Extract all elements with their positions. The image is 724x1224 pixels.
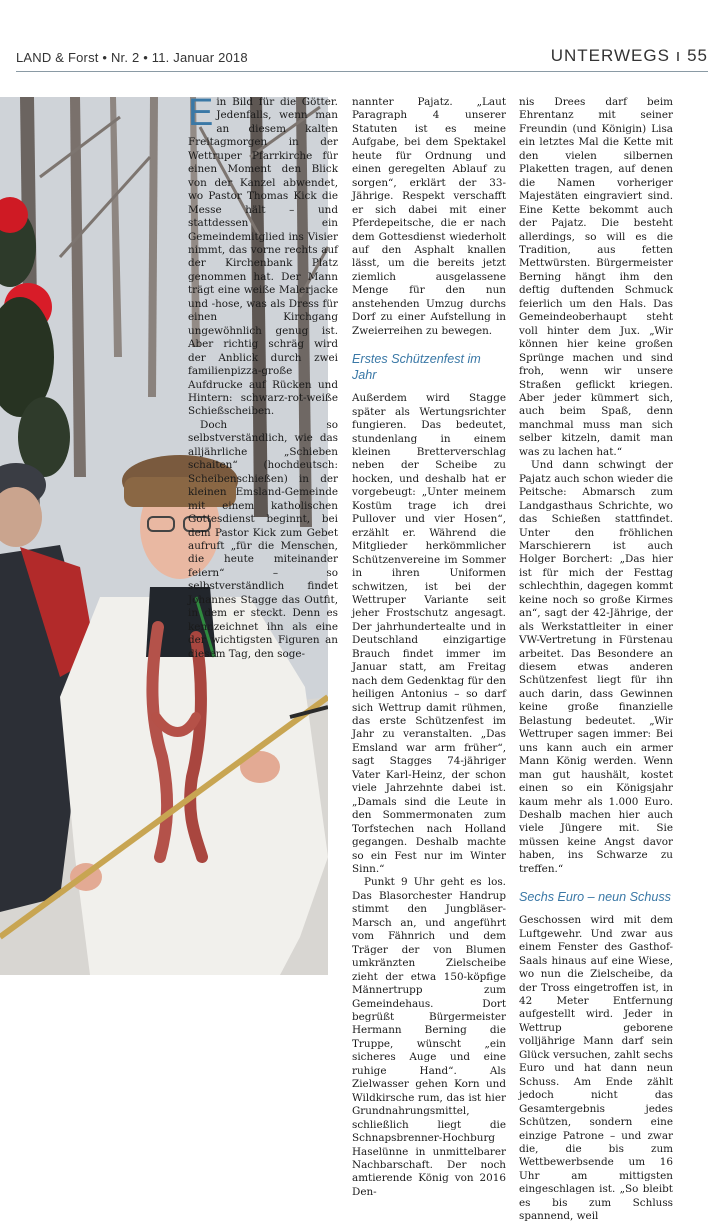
subheading: Erstes Schützenfest im Jahr <box>352 352 481 383</box>
paragraph: Und dann schwingt der Pajatz auch schon wieder die Peitsche: Abmarsch zum Landgasthaus Schrichte, wo das Schießen stattfindet. Unter den fröhlichen Marschierern ist auch Holger Borchert: „Das hier ist für mich der Festtag schlechthin, dagegen kommt keine noch so große Kirmes an“, sagt der 42-Jährige, der als Werkstattleiter in einer VW-Vertretung in Fürstenau arbeitet. Das Besondere an diesem etwas anderen Schützenfest liegt für ihn auch darin, dass Gewinnen keine große finanzielle Belastung bedeutet. „Wir Wettruper sagen immer: Bei uns kann auch ein armer Mann König werden. Wenn man gut haushält, kostet einen so ein Königsjahr kaum mehr als 1.000 Euro. Deshalb machen hier auch viele Jüngere mit. Sie müssen keine Angst davor haben, ins Schwarze zu treffen.“ <box>519 459 673 875</box>
paragraph: Doch so selbstverständlich, wie das alljährliche „Schieben schaiten“ (hochdeutsch: Scheibenschießen) in der kleinen Emsland-Gemeinde mit einem katholischen Gottesdienst beginnt, bei dem Pastor Kick zum Gebet aufruft „für die Menschen, die heute miteinander feiern“ – so selbstverständlich findet Johannes Stagge das Outfit, in dem er steckt. Denn es kennzeichnet ihn als eine der wichtigsten Figuren an diesem Tag, den soge- <box>188 418 338 660</box>
article-column-3 <box>519 96 673 1224</box>
paragraph: Punkt 9 Uhr geht es los. Das Blasorchester Handrup stimmt den Jungbläser-Marsch an, und angeführt vom Fähnrich und dem Träger der von Blumen umkränzten Zielscheibe zieht der etwa 150-köpfige Männertrupp zum Gemeindehaus. Dort begrüßt Bürgermeister Hermann Berning die Truppe, wünscht „ein sicheres Auge und eine ruhige Hand“. Als Zielwasser gehen Korn und Wildkirsche rum, das ist hier Grundnahrungsmittel, schließlich liegt die Schnapsbrenner-Hochburg Haselünne in unmittelbarer Nachbarschaft. Der noch amtierende König von 2016 Den- <box>352 876 506 1198</box>
drop-cap: E <box>188 92 214 134</box>
paragraph: Außerdem wird Stagge später als Wertungsrichter fungieren. Das bedeutet, stundenlang in einem kleinen Bretterverschlag neben der Scheibe zu hocken, und deshalb hat er vorgebeugt: „Unter meinem Kostüm trage ich drei Pullover und vier Hosen“, erzählt er. Während die Mitglieder herkömmlicher Schützenvereine im Sommer in ihren Uniformen schwitzen, ist bei der Wettruper Variante seit jeher Frostschutz angesagt. Der jahrhundertealte und in Deutschland einzigartige Brauch findet immer im Januar statt, am Freitag nach dem Gedenktag für den heiligen Antonius – so darf sich Wettrup damit rühmen, das erste Schützenfest im Jahr zu veranstalten. „Das Emsland war arm früher“, sagt Stagges 74-jähriger Vater Karl-Heinz, der schon viele Jahrzehnte dabei ist. „Damals sind die Leute in den Sommermonaten zum Torfstechen nach Holland gegangen. Deshalb machte so ein Fest nur im Winter Sinn.“ <box>352 392 506 876</box>
section-page-number: UNTERWEGS ı 55 <box>550 46 708 65</box>
article-column-2 <box>352 96 506 1199</box>
subheading: Sechs Euro – neun Schuss <box>519 890 671 905</box>
page-header <box>16 46 708 72</box>
header-divider <box>16 71 708 72</box>
intro-paragraph: in Bild für die Götter. Jedenfalls, wenn man an diesem kalten Freitagmorgen in der Wettruper Pfarrkirche für einen Moment den Blick von der Kanzel abwendet, wo Pastor Thomas Kick die Messe hält – und stattdessen ein Gemeindemitglied ins Visier nimmt, das vorne rechts auf der Kirchenbank Platz genommen hat. Der Mann trägt eine weiße Malerjacke und -hose, was als Dress für einen Kirchgang ungewöhnlich genug ist. Aber richtig schräg wird der Anblick durch zwei familienpizza-große Aufdrucke auf Rücken und Hintern: schwarz-rot-weiße Schießscheiben. <box>188 96 338 418</box>
article-column-1 <box>188 92 338 661</box>
magazine-issue-info: LAND & Forst • Nr. 2 • 11. Januar 2018 <box>16 50 248 65</box>
paragraph: nis Drees darf beim Ehrentanz mit seiner Freundin (und Königin) Lisa ein letztes Mal die Kette mit den vielen silbernen Plaketten tragen, auf denen die Namen vorheriger Majestäten eingraviert sind. Eine Kette bekommt auch der Pajatz. Die besteht allerdings, so will es die Tradition, aus fetten Mettwürsten. Bürgermeister Berning hängt ihm den deftig duftenden Schmuck feierlich um den Hals. Das Gemeindeoberhaupt steht voll hinter dem Jux. „Wir können hier keine großen Sprünge machen und sind froh, wenn wir unsere Straßen geflickt kriegen. Aber jeder kümmert sich, auch beim Spaß, denn manchmal muss man sich selber kitzeln, damit man was zu lachen hat.“ <box>519 96 673 458</box>
paragraph: nannter Pajatz. „Laut Paragraph 4 unserer Statuten ist es meine Aufgabe, bei dem Spektakel heute für Ordnung und einen geregelten Ablauf zu sorgen“, erklärt der 33-Jährige. Respekt verschafft er sich dabei mit einer Pferdepeitsche, die er nach dem Gottesdienst wiederholt auf den Asphalt knallen lässt, um die bereits jetzt ziemlich ausgelassene Menge für den nun anstehenden Umzug durchs Dorf zu einer Aufstellung in Zweierreihen zu bewegen. <box>352 96 506 337</box>
paragraph: Geschossen wird mit dem Luftgewehr. Und zwar aus einem Fenster des Gasthof-Saals hinaus auf eine Wiese, wo nun die Zielscheibe, da der Tross eingetroffen ist, in 42 Meter Entfernung aufgestellt wird. Jeder in Wettrup geborene volljährige Mann darf sein Glück versuchen, zahlt sechs Euro und hat dann neun Schuss. Am Ende zählt jedoch nicht das Gesamtergebnis jedes Schützen, sondern eine einzige Patrone – und zwar die, die bis zum Wettbewerbsende um 16 Uhr am mittigsten eingeschlagen ist. „So bleibt es bis zum Schluss spannend, weil <box>519 914 673 1223</box>
